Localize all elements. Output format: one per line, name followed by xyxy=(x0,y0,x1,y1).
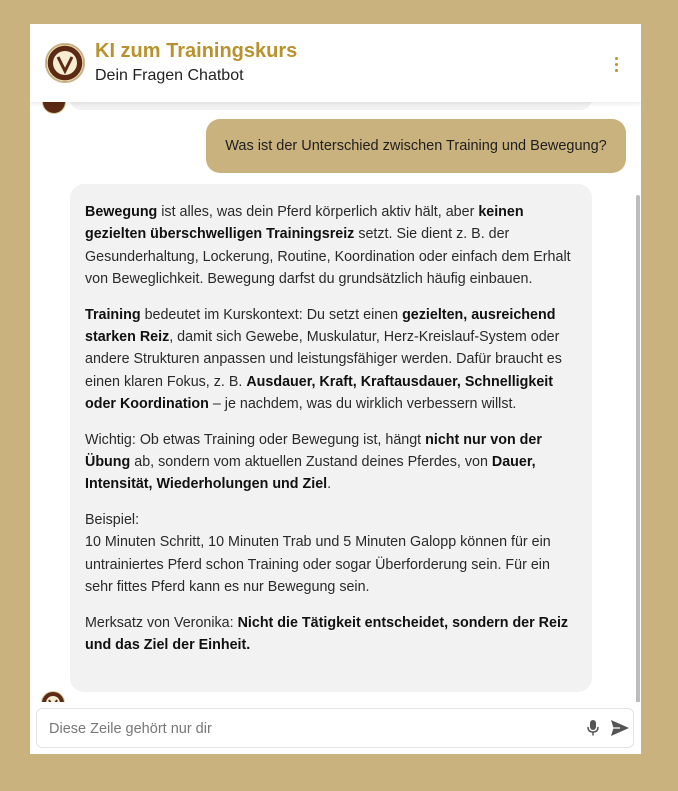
bold-text: gezielten, ausreichend starken Reiz xyxy=(85,306,556,346)
chat-header xyxy=(30,24,641,102)
brand-logo xyxy=(45,43,85,83)
chat-scrollbar[interactable] xyxy=(636,195,640,702)
message-input[interactable] xyxy=(47,717,571,741)
bot-message xyxy=(70,184,592,692)
text: ist alles, was dein Pferd körperlich aktiv hält, aber xyxy=(157,204,479,220)
menu-dot xyxy=(615,57,618,60)
bot-paragraph xyxy=(85,201,577,291)
bot-paragraph xyxy=(85,429,577,496)
bold-text: Dauer, Intensität, Wiederholungen und Ziel xyxy=(85,454,536,493)
bold-text: Bewegung xyxy=(85,204,158,220)
text: bedeutet im Kurskontext: Du setzt einen xyxy=(140,306,403,323)
user-message xyxy=(206,119,626,173)
input-area xyxy=(30,702,641,754)
text: . xyxy=(327,476,332,493)
bold-text: Nicht die Tätigkeit entscheidet, sondern der Reiz und das Ziel der Einheit. xyxy=(85,614,569,653)
bot-avatar xyxy=(42,102,66,114)
bold-text: Training xyxy=(85,306,141,323)
bold-text: nicht nur von der Übung xyxy=(85,431,542,471)
previous-bot-bubble xyxy=(70,102,592,110)
text: Wichtig: Ob etwas Training oder Bewegung ist, hängt xyxy=(85,431,426,448)
text: Beispiel: xyxy=(85,511,140,528)
chat-widget xyxy=(30,24,641,754)
text: 10 Minuten Schritt, 10 Minuten Trab und 5 Minuten Galopp können für ein untrainiertes Pferd schon Training oder sogar Überforderung sein. Für ein sehr fittes Pferd kann es nur Bewegung sein. xyxy=(85,534,551,596)
microphone-icon[interactable] xyxy=(582,717,604,739)
text: ab, sondern vom aktuellen Zustand deines Pferdes, von xyxy=(130,454,492,471)
send-icon[interactable] xyxy=(608,717,632,739)
text: Merksatz von Veronika: xyxy=(85,614,238,631)
chat-messages[interactable] xyxy=(30,102,641,702)
bold-text: Ausdauer, Kraft, Kraftausdauer, Schnelligkeit oder Koordination xyxy=(85,373,554,413)
text: setzt. Sie dient z. B. der Gesunderhaltung, Lockerung, Routine, Koordination oder einfach dem Erhalt von Beweglichkeit. Bewegung darfst du grundsätzlich häufig einbauen. xyxy=(85,226,571,288)
text: , damit sich Gewebe, Muskulatur, Herz-Kreislauf-System oder andere Strukturen anpassen und leistungsfähiger werden. Dafür braucht es einen klaren Fokus, z. B. xyxy=(85,329,562,390)
bot-paragraph xyxy=(85,612,577,657)
bold-text: keinen gezielten überschwelligen Trainingsreiz xyxy=(85,204,524,243)
chat-title: KI zum Trainingskurs xyxy=(95,40,298,62)
bot-avatar xyxy=(41,691,65,702)
bot-paragraph xyxy=(85,509,577,599)
user-message-text: Was ist der Unterschied zwischen Training und Bewegung? xyxy=(225,138,607,154)
more-vertical-icon[interactable] xyxy=(604,52,628,76)
menu-dot xyxy=(615,69,618,72)
menu-dot xyxy=(615,63,618,66)
text: – je nachdem, was du wirklich verbessern willst. xyxy=(208,396,517,413)
message-input-box xyxy=(36,708,634,748)
bot-paragraph xyxy=(85,304,577,416)
chat-subtitle: Dein Fragen Chatbot xyxy=(95,67,244,84)
